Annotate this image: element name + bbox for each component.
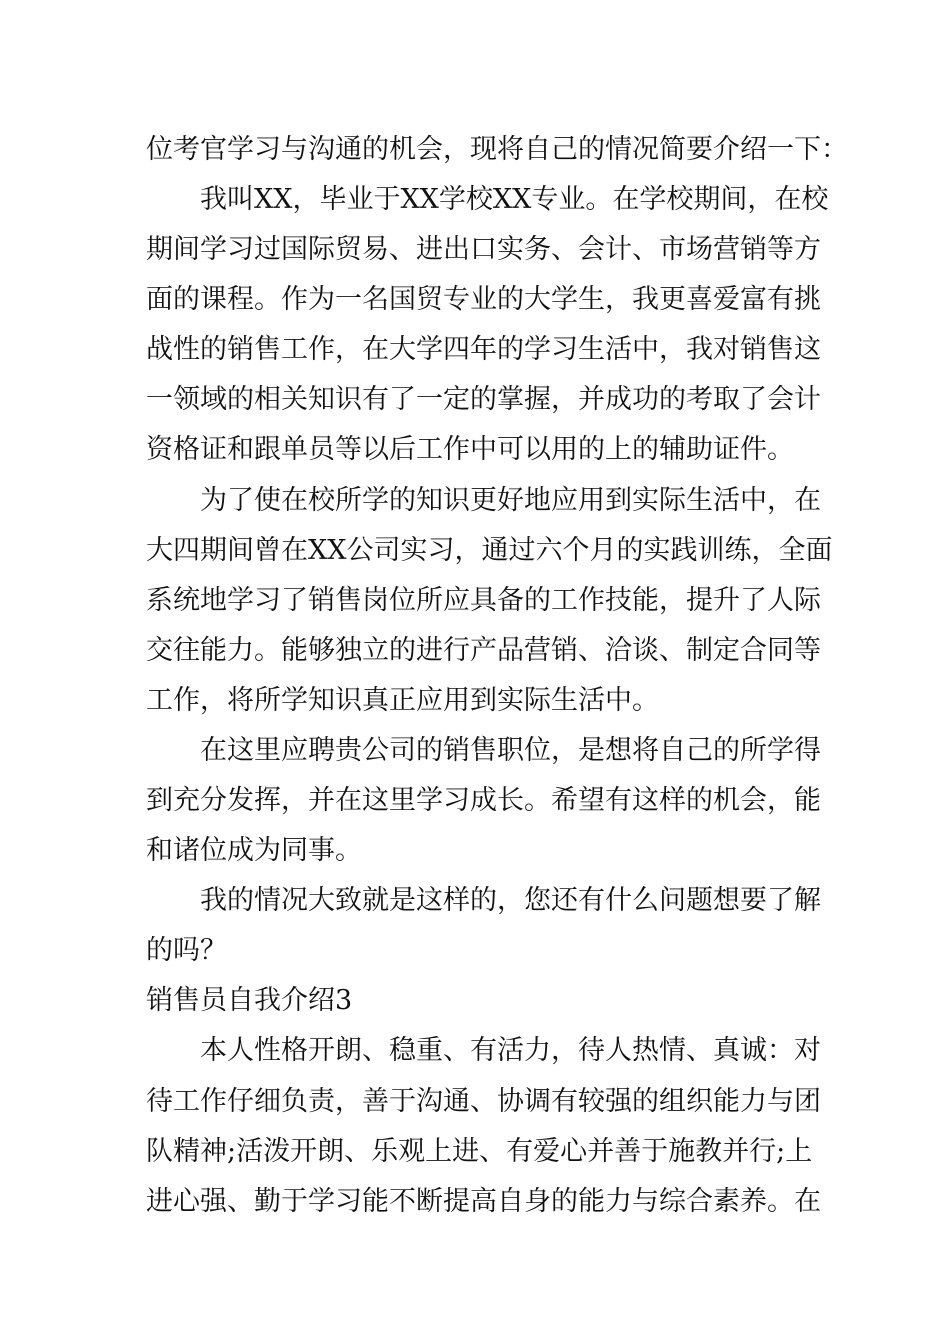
text-line: 待工作仔细负责，善于沟通、协调有较强的组织能力与团 [146,1086,821,1117]
text-line: 资格证和跟单员等以后工作中可以用的上的辅助证件。 [146,434,794,465]
text-line: 位考官学习与沟通的机会，现将自己的情况简要介绍一下： [146,134,848,165]
text-line: 一领域的相关知识有了一定的掌握，并成功的考取了会计 [146,384,821,415]
text-line: 战性的销售工作，在大学四年的学习生活中，我对销售这 [146,334,821,365]
text-line: 队精神;活泼开朗、乐观上进、有爱心并善于施教并行;上 [146,1136,813,1167]
text-line: 在这里应聘贵公司的销售职位，是想将自己的所学得 [200,735,821,766]
text-line: 的吗？ [146,935,227,966]
text-line: 大四期间曾在XX公司实习，通过六个月的实践训练，全面 [146,535,833,566]
text-line: 面的课程。作为一名国贸专业的大学生，我更喜爱富有挑 [146,284,821,315]
text-line: 到充分发挥，并在这里学习成长。希望有这样的机会，能 [146,785,821,816]
text-line: 期间学习过国际贸易、进出口实务、会计、市场营销等方 [146,234,821,265]
text-line: 为了使在校所学的知识更好地应用到实际生活中，在 [200,485,821,516]
section-heading: 销售员自我介绍3 [146,985,353,1016]
text-line: 本人性格开朗、稳重、有活力，待人热情、真诚：对 [200,1035,821,1066]
text-line: 和诸位成为同事。 [146,835,362,866]
text-line: 我的情况大致就是这样的，您还有什么问题想要了解 [200,885,821,916]
text-line: 进心强、勤于学习能不断提高自身的能力与综合素养。在 [146,1186,821,1217]
text-line: 工作，将所学知识真正应用到实际生活中。 [146,685,659,716]
text-line: 我叫XX，毕业于XX学校XX专业。在学校期间，在校 [200,184,829,215]
text-line: 交往能力。能够独立的进行产品营销、洽谈、制定合同等 [146,635,821,666]
text-line: 系统地学习了销售岗位所应具备的工作技能，提升了人际 [146,585,821,616]
